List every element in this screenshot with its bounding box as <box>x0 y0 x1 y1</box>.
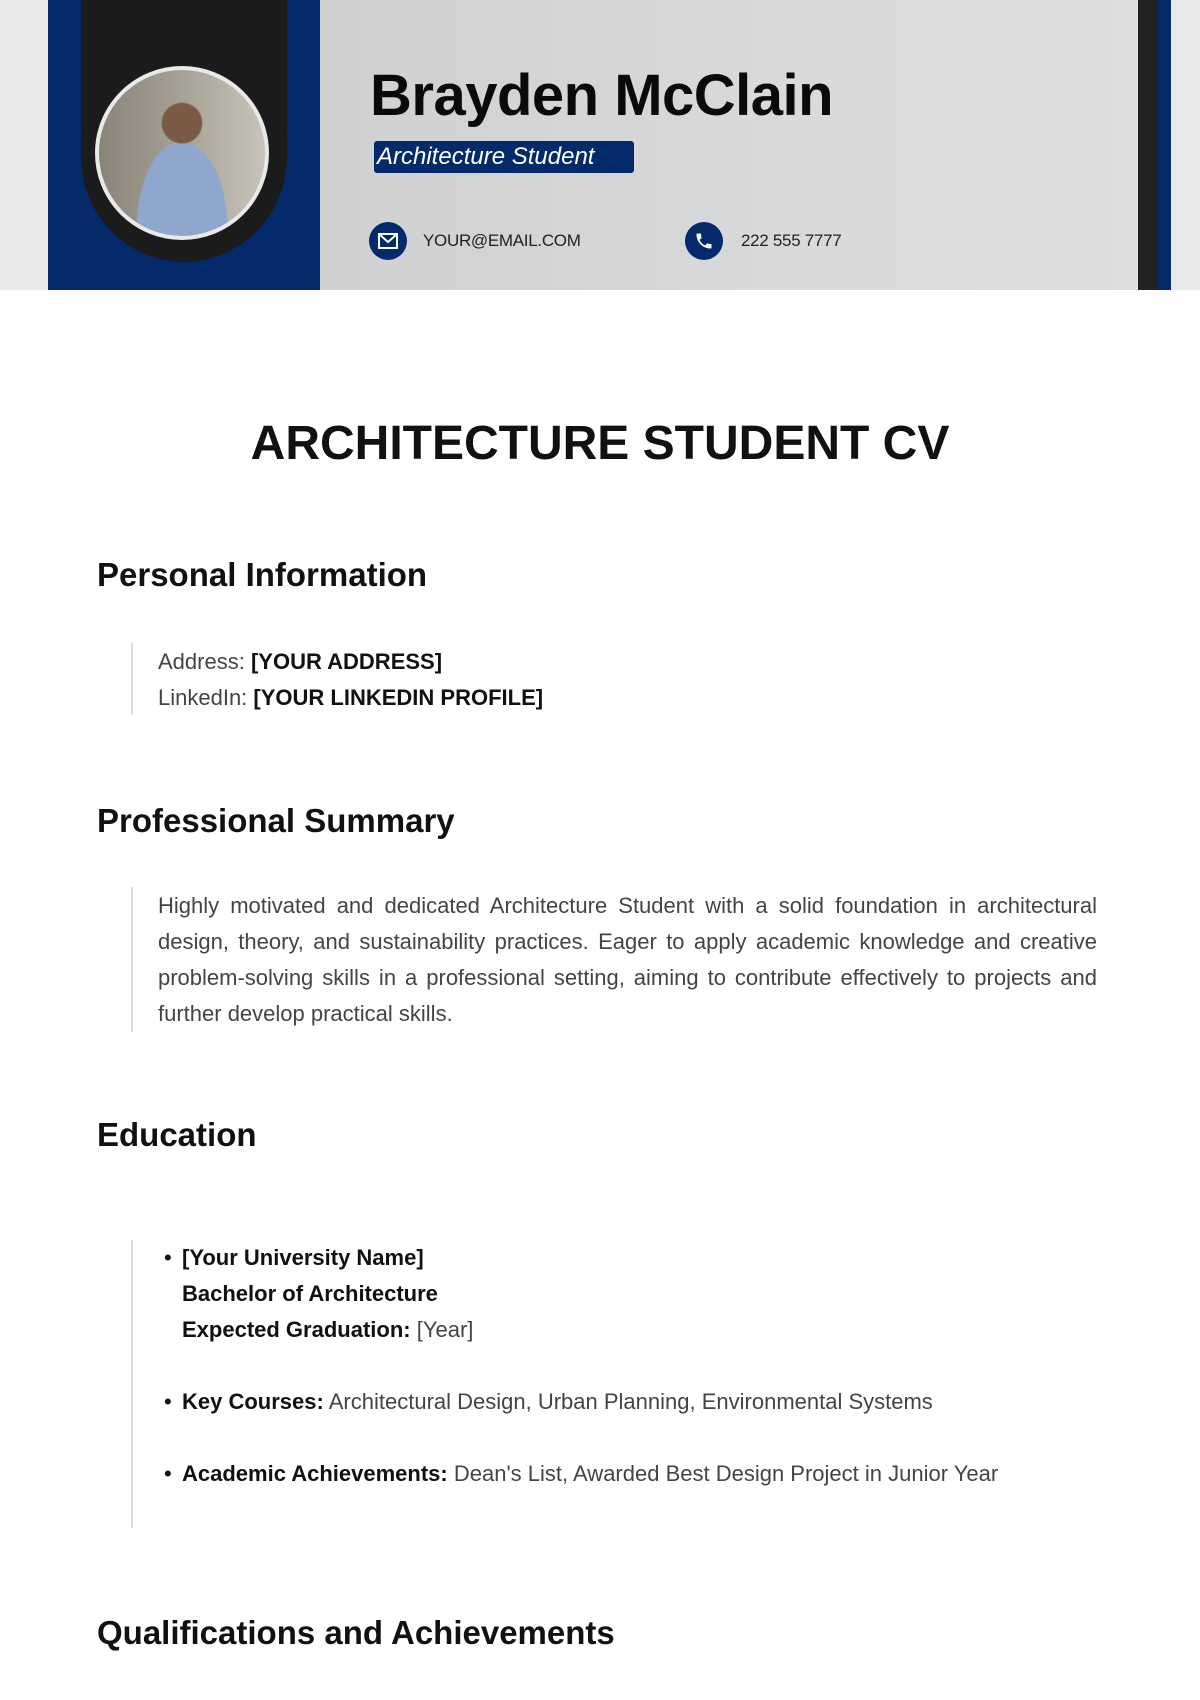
university-name: [Your University Name] <box>182 1245 424 1270</box>
section-heading-summary: Professional Summary <box>97 802 455 839</box>
header-right-bar <box>1138 0 1158 290</box>
candidate-name: Brayden McClain <box>370 63 834 128</box>
summary-text: Highly motivated and dedicated Architecture Student with a solid foundation in architectural design, theory, and sustainability practices. Eager to apply academic knowledge and creative problem-solving skills in a professional setting, aiming to contribute effectively to projects and further develop practical skills. <box>158 893 1097 1026</box>
achievements-value: Dean's List, Awarded Best Design Project in Junior Year <box>453 1461 999 1486</box>
phone-icon <box>685 222 723 260</box>
linkedin-line <box>158 680 543 716</box>
education-item-university: • [Your University Name] Bachelor of Architecture Expected Graduation: [Year] <box>164 1245 474 1342</box>
linkedin-label: LinkedIn: <box>158 685 248 710</box>
education-item-achievements: • Academic Achievements: Dean's List, Awarded Best Design Project in Junior Year <box>164 1461 999 1486</box>
section-heading-personal: Personal Information <box>97 556 428 593</box>
role-badge: Architecture Student <box>374 141 634 173</box>
graduation-label: Expected Graduation: <box>182 1317 411 1342</box>
section-heading-education: Education <box>97 1116 257 1153</box>
graduation-value: [Year] <box>416 1317 474 1342</box>
linkedin-value: [YOUR LINKEDIN PROFILE] <box>253 685 544 710</box>
document-title: ARCHITECTURE STUDENT CV <box>250 417 950 470</box>
email-icon <box>369 222 407 260</box>
courses-label: Key Courses: <box>182 1389 324 1414</box>
header-right-accent <box>1158 0 1171 290</box>
section-border <box>131 1240 133 1528</box>
email-text[interactable]: YOUR@EMAIL.COM <box>423 231 581 250</box>
profile-photo <box>95 66 269 240</box>
courses-value: Architectural Design, Urban Planning, Environmental Systems <box>328 1389 933 1414</box>
achievements-label: Academic Achievements: <box>182 1461 448 1486</box>
phone-text[interactable]: 222 555 7777 <box>741 231 842 250</box>
section-border <box>131 643 133 715</box>
address-line <box>158 644 442 680</box>
section-heading-qualifications: Qualifications and Achievements <box>97 1614 615 1651</box>
education-item-courses: • Key Courses: Architectural Design, Urban Planning, Environmental Systems <box>164 1389 933 1414</box>
address-label: Address: <box>158 649 245 674</box>
degree: Bachelor of Architecture <box>182 1281 438 1306</box>
address-value: [YOUR ADDRESS] <box>250 649 443 674</box>
section-border <box>131 887 133 1032</box>
